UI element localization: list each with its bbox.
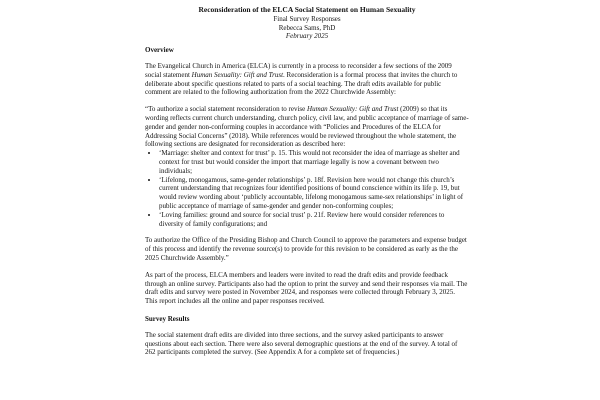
bullet-item-lifelong-relationships: • ‘Lifelong, monogamous, same-gender relationships’ p. 18f. Revision here would not change this church’s current understanding that recognizes four identified positions of bound conscience within its life p. 19, but would review wording about ‘publicly accountable, lifelong monogamous same-sex relationships’ in light of public acceptance of marriage of same-gender and gender non-conforming couples; bbox=[159, 176, 469, 211]
document-date: February 2025 bbox=[285, 32, 329, 41]
overview-intro-paragraph: The Evangelical Church in America (ELCA) is currently in a process to reconsider a few sections of the 2009 social statement Human Sexuality: Gift and Trust. Reconsideration is a formal process that invites the church to deliberate about specific questions related to parts of a social teaching. The draft edits available for public comment are related to the following authorization from the 2022 Churchwide Assembly: bbox=[145, 61, 458, 97]
authorization-quote-continuation: To authorize the Office of the Presiding Bishop and Church Council to approve the parameters and expense budget of this process and identify the revenue source(s) to provide for this revision to be considered as early as the the 2025 Churchwide Assembly.” bbox=[145, 236, 467, 262]
document-subtitle: Final Survey Responses bbox=[273, 14, 341, 23]
section-heading-overview: Overview bbox=[145, 46, 174, 55]
survey-process-paragraph: As part of the process, ELCA members and leaders were invited to read the draft edits and provide feedback through an online survey. Participants also had the option to print the survey and send their responses via mail. The draft edits and survey were posted in November 2024, and responses were collected through February 3, 2025. This report includes all the online and paper responses received. bbox=[145, 270, 468, 306]
document-author: Rebecca Sams, PhD bbox=[278, 23, 336, 32]
document-title: Reconsideration of the ELCA Social Statement on Human Sexuality bbox=[198, 5, 416, 14]
authorization-quote-paragraph: “To authorize a social statement reconsideration to revise Human Sexuality: Gift and Trust (2009) so that its wording reflects current church understanding, church policy, civil law, and public acceptance of marriage of same-gender and gender non-conforming couples in accordance with “Policies and Procedures of the ELCA for Addressing Social Concerns” (2018). While references would be reviewed throughout the whole statement, the following sections are designated for reconsideration as described here: bbox=[145, 105, 469, 149]
document-page bbox=[145, 6, 469, 365]
section-heading-survey-results: Survey Results bbox=[145, 314, 190, 323]
title-block bbox=[145, 6, 469, 41]
reconsideration-sections-list bbox=[145, 149, 469, 228]
bullet-item-marriage: • ‘Marriage: shelter and context for trust’ p. 15. This would not reconsider the idea of marriage as shelter and context for trust but would consider the import that marriage legally is now a covenant between two individuals; bbox=[159, 149, 469, 175]
survey-results-paragraph: The social statement draft edits are divided into three sections, and the survey asked participants to answer questions about each section. There were also several demographic questions at the end of the survey. A total of 262 participants completed the survey. (See Appendix A for a complete set of frequencies.) bbox=[145, 330, 458, 357]
bullet-item-loving-families: • ‘Loving families: ground and source for social trust’ p. 21f. Review here would consider references to diversity of family configurations; and bbox=[159, 211, 469, 229]
